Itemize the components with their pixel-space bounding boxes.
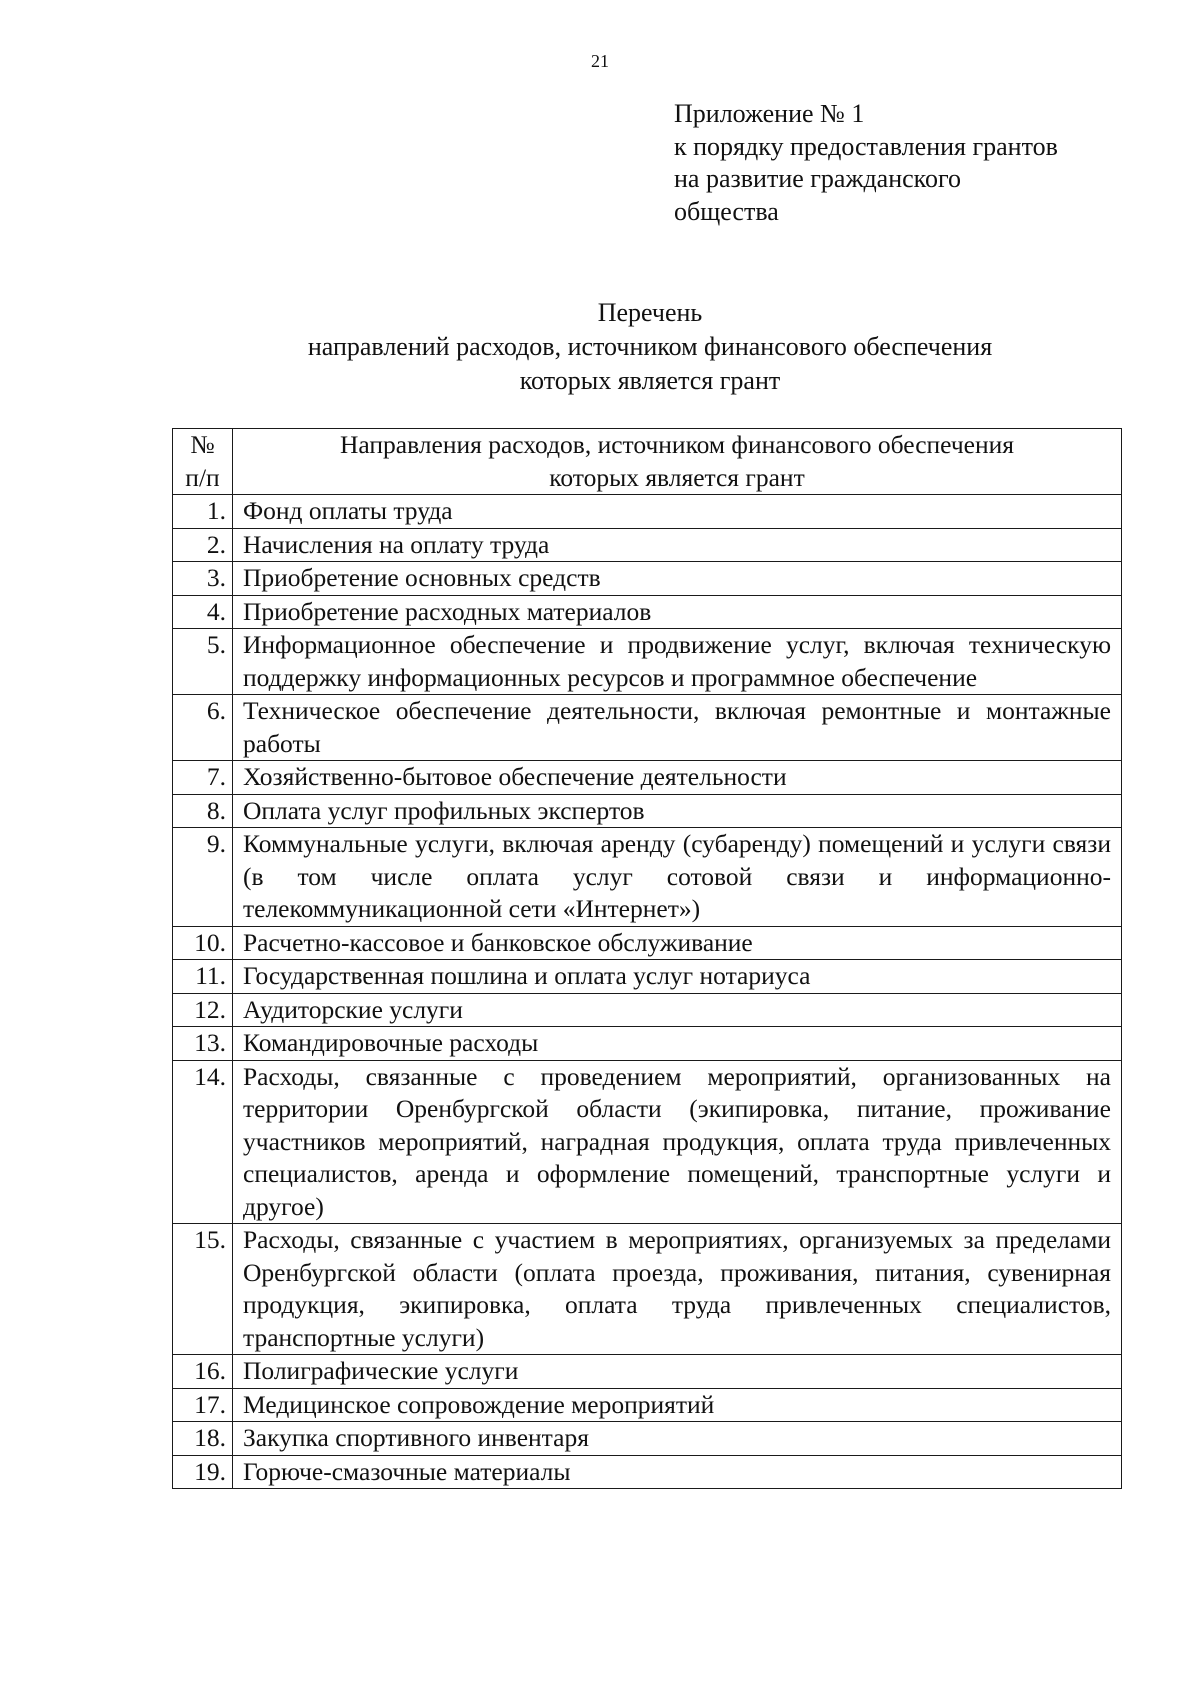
title-line-1: Перечень [597,298,703,327]
row-text: Хозяйственно-бытовое обеспечение деятельности [233,761,1122,795]
table-row [173,960,1122,994]
header-number-cell [173,429,233,495]
row-text: Расходы, связанные с проведением мероприятий, организованных на территории Оренбургской области (экипировка, питание, проживание участников мероприятий, наградная продукция, оплата труда привлеченных специалистов, аренда и оформление помещений, транспортные услуги и другое) [233,1060,1122,1224]
row-number: 11. [173,960,233,994]
row-text: Оплата услуг профильных экспертов [233,794,1122,828]
row-number: 14. [173,1060,233,1224]
row-text: Расходы, связанные с участием в мероприятиях, организуемых за пределами Оренбургской области (оплата проезда, проживания, питания, сувенирная продукция, экипировка, оплата труда привлеченных специалистов, транспортные услуги) [233,1224,1122,1355]
row-number: 17. [173,1388,233,1422]
row-number: 5. [173,629,233,695]
table-row [173,495,1122,529]
table-header-row [173,429,1122,495]
row-number: 1. [173,495,233,529]
appendix-line: Приложение № 1 [674,99,865,128]
table-body [173,495,1122,1489]
table-row [173,1027,1122,1061]
table-row [173,761,1122,795]
expenses-table [172,428,1122,1489]
row-number: 12. [173,993,233,1027]
table-row [173,629,1122,695]
row-number: 4. [173,595,233,629]
table-row [173,993,1122,1027]
row-number: 15. [173,1224,233,1355]
table-row [173,595,1122,629]
appendix-line: к порядку предоставления грантов [674,131,1058,161]
header-direction-cell [233,429,1122,495]
row-text: Командировочные расходы [233,1027,1122,1061]
row-number: 18. [173,1422,233,1456]
table-row [173,926,1122,960]
table-row [173,1455,1122,1489]
table-row [173,828,1122,927]
table-row [173,1060,1122,1224]
row-text: Медицинское сопровождение мероприятий [233,1388,1122,1422]
table-row [173,1388,1122,1422]
row-number: 19. [173,1455,233,1489]
row-text: Коммунальные услуги, включая аренду (субаренду) помещений и услуги связи (в том числе оплата услуг сотовой связи и информационно-телекоммуникационной сети «Интернет») [233,828,1122,927]
row-number: 10. [173,926,233,960]
appendix-line: на развитие гражданского [674,164,961,193]
row-text: Техническое обеспечение деятельности, включая ремонтные и монтажные работы [233,695,1122,761]
table-row [173,1422,1122,1456]
row-text: Начисления на оплату труда [233,528,1122,562]
header-direction-line-1: Направления расходов, источником финансового обеспечения [339,430,1015,459]
title-line-3: которых является грант [519,366,781,395]
header-number-line-2: п/п [185,462,220,492]
row-number: 6. [173,695,233,761]
document-title [0,296,1200,398]
row-number: 8. [173,794,233,828]
page-number: 21 [591,51,609,71]
row-text: Полиграфические услуги [233,1355,1122,1389]
row-text: Информационное обеспечение и продвижение услуг, включая техническую поддержку информационных ресурсов и программное обеспечение [233,629,1122,695]
row-number: 3. [173,562,233,596]
header-direction-line-2: которых является грант [549,462,805,492]
table-row [173,1355,1122,1389]
row-text: Приобретение расходных материалов [233,595,1122,629]
row-text: Аудиторские услуги [233,993,1122,1027]
row-number: 16. [173,1355,233,1389]
title-line-2: направлений расходов, источником финансового обеспечения [307,332,993,361]
row-number: 13. [173,1027,233,1061]
row-text: Государственная пошлина и оплата услуг нотариуса [233,960,1122,994]
appendix-line: общества [674,196,779,226]
table-row [173,562,1122,596]
table-row [173,695,1122,761]
table-row [173,794,1122,828]
row-text: Фонд оплаты труда [233,495,1122,529]
row-number: 7. [173,761,233,795]
row-text: Горюче-смазочные материалы [233,1455,1122,1489]
header-number-line-1: № [190,430,215,459]
row-text: Приобретение основных средств [233,562,1122,596]
table-row [173,528,1122,562]
table-row [173,1224,1122,1355]
row-number: 9. [173,828,233,927]
row-text: Расчетно-кассовое и банковское обслуживание [233,926,1122,960]
row-text: Закупка спортивного инвентаря [233,1422,1122,1456]
row-number: 2. [173,528,233,562]
appendix-reference [674,98,1058,228]
